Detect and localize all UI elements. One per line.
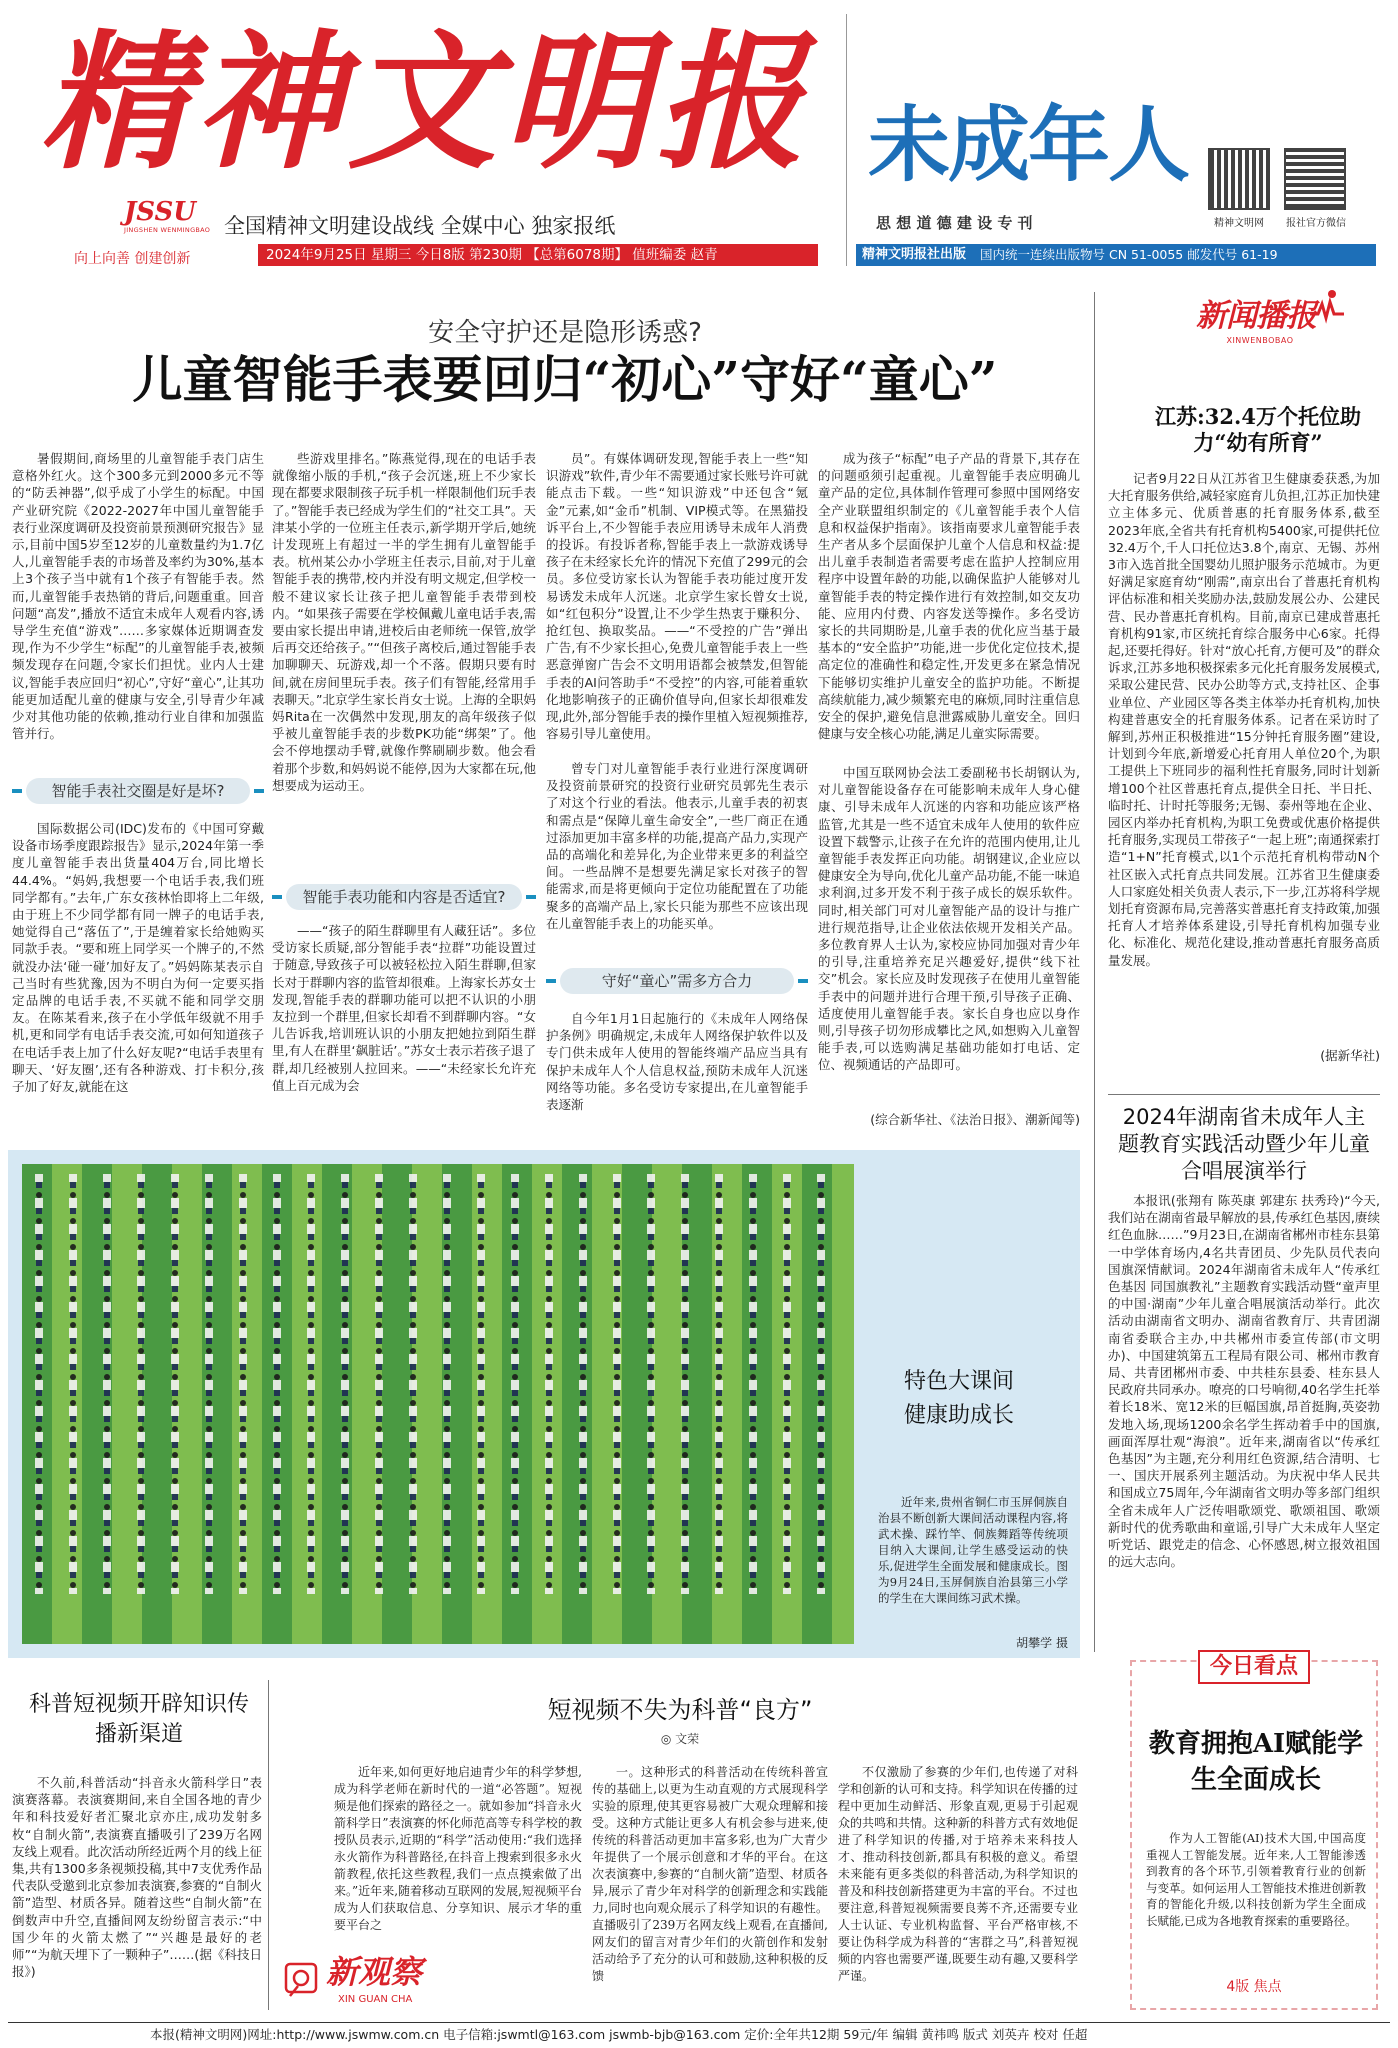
photo-caption-title-2: 健康助成长 — [904, 1403, 1015, 1428]
footer: 本报(精神文明网)网址:http://www.jswmw.com.cn 电子信箱:jswmtl@163.com jswmb-bjb@163.com 定价:全年共12期 59元/年 编辑 黄祎鸣 版式 刘英卉 校对 任超 — [150, 2027, 1088, 2042]
lead-kicker: 安全守护还是隐形诱惑? — [428, 318, 702, 348]
lead-col-2a: 些游戏里排名。”陈燕觉得,现在的电话手表就像缩小版的手机,“孩子会沉迷,班上不少家长现在都要求限制孩子玩手机一样限制他们玩手表了。”智能手表已经成为学生们的“社交工具”。天津某小学的一位班主任表示,新学期开学后,她统计发现班上有超过一半的学生拥有儿童智能手表。杭州某公办小学班主任表示,目前,对于儿童智能手表的携带,校内并没有明文规定,但学校一般不建议家长让孩子把儿童智能手表带到校内。“如果孩子需要在学校佩戴儿童电话手表,需要由家长提出申请,进校后由老师统一保管,放学后再交还给孩子。”“但孩子离校后,通过智能手表加聊聊天、玩游戏,却一个不落。假期只要有时间,就在房间里玩手表。孩子们有智能,经常用手表聊天。”北京学生家长肖女士说。上海的全职妈妈Rita在一次偶然中发现,朋友的高年级孩子似乎被儿童智能手表的步数PK功能“绑架”了。他会不停地摆动手臂,就像作弊刷刷步数。他会看着那个步数,和妈妈说不能停,因为大家都在玩,他想要成为运动王。 — [272, 451, 536, 793]
qr-code-wechat[interactable] — [1284, 148, 1346, 210]
issn: 国内统一连续出版物号 CN 51-0055 邮发代号 61-19 — [980, 247, 1278, 262]
section-subtitle: 思 想 道 德 建 设 专 刊 — [876, 214, 1033, 232]
bottom-col-1: 近年来,如何更好地启迪青少年的科学梦想,成为科学老师在新时代的一道“必答题”。短视频是他们探索的路径之一。就如参加“抖音永火箭科学日”表演赛的怀化师范高等专科学校的教授队员表示,近期的“科学”活动使用:“我们选择永火箭作为科普路径,在抖音上搜索到很多永火箭教程,依托这些教程,我们一点点摸索做了出来。”近年来,随着移动互联网的发展,短视频平台成为人们获取信息、分享知识、展示才华的重要平台之 — [334, 1765, 582, 1932]
today-body: 作为人工智能(AI)技术大国,中国高度重视人工智能发展。近年来,人工智能渗透到教育的各个环节,引领着教育行业的创新与变革。如何运用人工智能技术推进创新教育的智能化升级,以科技创新为学生全面成长赋能,已成为各地教育探索的重要路径。 — [1146, 1831, 1366, 1928]
sidebar-story-2-title: 2024年湖南省未成年人主题教育实践活动暨少年儿童合唱展演举行 — [1118, 1105, 1370, 1183]
lead-credit: (综合新华社、《法治日报》、潮新闻等) — [870, 1112, 1080, 1127]
photo-credit: 胡攀学 摄 — [1016, 1636, 1068, 1650]
lead-col-4b: 中国互联网协会法工委副秘书长胡钢认为,对儿童智能设备存在可能影响未成年人身心健康、引导未成年人沉迷的内容和功能应该严格监管,尤其是一些不适宜未成年人使用的软件应设置下载警示,让孩子在允许的范围内使用,让儿童智能手表发挥正向功能。胡钢建议,企业应以健康安全为导向,优化儿童产品功能,不能一味追求利润,过多开发不利于孩子成长的娱乐软件。同时,相关部门可对儿童智能产品的设计与推广进行规范指导,让企业依法依规开发相关产品。多位教育界人士认为,家校应协同加强对青少年的引导,注重培养充足兴趣爱好,提供“线下社交”机会。家长应及时发现孩子在使用儿童智能手表中的问题并进行合理干预,引导孩子正确、适度使用儿童智能手表。家长自身也应以身作则,引导孩子切勿形成攀比之风,如想购入儿童智能手表,可以选购满足基础功能如打电话、定位、视频通话的产品即可。 — [818, 765, 1080, 1073]
qr-label-2: 报社官方微信 — [1286, 218, 1346, 229]
bottom-center-title: 短视频不失为科普“良方” — [547, 1696, 813, 1724]
bottom-center-byline: ◎ 文荣 — [660, 1732, 700, 1746]
logo-subtext: JINGSHEN WENMINGBAO — [124, 226, 211, 234]
sidebar-story-1-body: 记者9月22日从江苏省卫生健康委获悉,为加大托育服务供给,减轻家庭育儿负担,江苏正加快建立主体多元、优质普惠的托育服务体系,截至2023年底,全省共有托育机构5400家,可提供托位32.4万个,千人口托位达3.8个,南京、无锡、苏州3市入选首批全国婴幼儿照护服务示范城市。为更好满足家庭育幼“刚需”,南京出台了普惠托育机构评估标准和相关奖励办法,鼓励发展公办、公建民营、民办普惠托育机构。目前,南京已建成普惠托育机构91家,市区统托育综合服务中心6家。托得起,还要托得好。针对“放心托育,方便可及”的群众诉求,江苏多地积极探索多元化托育服务发展模式,采取公建民营、民办公助等方式,支持社区、企事业单位、产业园区等各类主体举办托育机构,加快构建普惠安全的托育服务体系。记者在采访时了解到,苏州正积极推进“15分钟托育服务圈”建设,计划到今年底,新增爱心托育用人单位20个,为职工提供上下班同步的福利性托育服务,同时计划新增100个社区普惠托育点,提供全日托、半日托、临时托、计时托等服务;无锡、泰州等地在企业、园区内举办托育机构,为职工免费或优惠价格提供托育服务,实现员工带孩子“一起上班”;南通探索打造“1+N”托育模式,以1个示范托育机构带动N个社区嵌入式托育点共同发展。江苏省卫生健康委人口家庭处相关负责人表示,下一步,江苏将科学规划托育资源布局,完善落实普惠托育支持政策,加强托育人才培养体系建设,引导托育机构加强专业化、标准化、规范化建设,推动普惠托育服务高质量发展。 — [1108, 471, 1380, 968]
publisher: 精神文明报社出版 — [862, 247, 967, 262]
runner-icon — [1306, 288, 1346, 328]
xinguancha-text: 新观察 — [326, 1953, 423, 1991]
qr-label-1: 精神文明网 — [1214, 218, 1264, 229]
logo — [124, 198, 214, 246]
date-line: 2024年9月25日 星期三 今日8版 第230期 【总第6078期】 值班编委 赵青 — [266, 247, 718, 263]
subheading-2: 智能手表功能和内容是否适宜? — [286, 884, 522, 910]
bottom-col-2: 一。这种形式的科普活动在传统科普宣传的基础上,以更为生动直观的方式展现科学实验的原理,使其更容易被广大观众理解和接受。这种方式能让更多人有机会参与进来,使传统的科普活动更加丰富多彩,也为广大青少年提供了一个展示创意和才华的平台。在这次表演赛中,参赛的“自制火箭”造型、材质各异,展示了青少年对科学的创新理念和实践能力,同时也向观众展示了科学知识的有趣性。直播吸引了239万名网友线上观看,在直播间,网友们的留言对青少年们的火箭创作和发射活动给予了充分的认可和鼓励,这种积极的反馈 — [592, 1765, 828, 1983]
masthead — [0, 0, 1398, 272]
newspaper-title: 精神文明报 — [40, 15, 810, 189]
sidebar-story-1-title: 江苏:32.4万个托位助力“幼有所育” — [1155, 404, 1361, 455]
lead-col-3b: 曾专门对儿童智能手表行业进行深度调研及投资前景研究的投资行业研究员郭先生表示了对这个行业的看法。他表示,儿童手表的初衷和需点是“保障儿童生命安全”,一些厂商正在通过添加更加丰富多样的功能,提高产品力,实现产品的高端化和差异化,为企业带来更多的利益空间。一些品牌不是想要先满足家长对孩子的智能需求,而是将更倾向于定位功能配置在了功能聚多的高端产品上,家长只能为那些不应该出现在儿童智能手表上的功能买单。 — [546, 761, 808, 931]
news-bulletin-logo — [1196, 296, 1356, 368]
sidebar-story-2-body: 本报讯(张翔有 陈英康 郭建东 扶秀玲)“今天,我们站在湖南省最早解放的县,传承红色基因,赓续红色血脉……”9月23日,在湖南省郴州市桂东县第一中学体育场内,4名共青团员、少先队员代表向国旗深情献词。2024年湖南省未成年人“传承红色基因 同国旗教礼”主题教育实践活动暨“童声里的中国·湖南”少年儿童合唱展演活动举行。此次活动由湖南省文明办、湖南省教育厅、共青团湖南省委联合主办,中共郴州市委宣传部(市文明办)、中国建筑第五工程局有限公司、郴州市教育局、共青团郴州市委、中共桂东县委、桂东县人民政府共同承办。嘹亮的口号响彻,40名学生托举着长18米、宽12米的巨幅国旗,昂首挺胸,英姿勃发地入场,现场1200余名学生挥动着手中的国旗,画面浑厚壮观“海浪”。近年来,湖南省以“传承红色基因”为主题,充分利用红色资源,结合清明、七一、国庆开展系列主题活动。为庆祝中华人民共和国成立75周年,今年湖南省文明办等多部门组织全省未成年人广泛传唱歌颂党、歌颂祖国、歌颂新时代的优秀歌曲和童谣,引导广大未成年人坚定听党话、跟党走的信念、心怀感恩,树立报效祖国的远大志向。 — [1108, 1193, 1380, 1570]
bottom-left-title: 科普短视频开辟知识传播新渠道 — [28, 1692, 249, 1747]
lead-col-1b: 国际数据公司(IDC)发布的《中国可穿戴设备市场季度跟踪报告》显示,2024年第一季度儿童智能手表出货量404万台,同比增长44.4%。“妈妈,我想要一个电话手表,我们班同学都有。”去年,广东女孩林怡即将上二年级,由于班上不少同学都有同一牌子的电话手表,她觉得自己“落伍了”,于是缠着家长给她购买同款手表。“要和班上同学买一个牌子的,不然就没办法‘碰一碰’加好友了。”妈妈陈某表示自己当时有些犹豫,因为不明白为何一定要买指定品牌的电话手表,不买就不能和同学交朋友。在陈某看来,孩子在小学低年级就不用手机,更和同学有电话手表交流,可如何知道孩子在电话手表上加了什么好友呢?“电话手表里有聊天、‘好友圈’,还有各种游戏、打卡积分,孩子加了好友,就能在这 — [12, 821, 264, 1095]
slogan: 向上向善 创建创新 — [74, 251, 191, 267]
lead-col-2b: ——“孩子的陌生群聊里有人藏狂话”。多位受访家长质疑,部分智能手表“拉群”功能设置过于随意,导致孩子可以被轻松拉入陌生群聊,但家长对于群聊内容的监管却很难。上海家长苏女士发现,智能手表的群聊功能可以把不认识的小朋友拉到一个群里,但家长却看不到群聊内容。“女儿告诉我,培训班认识的小朋友把她拉到陌生群里,有人在群里‘飙脏话’。”苏女士表示若孩子退了群,却几经被别人拉回来。——“未经家长允许充值上百元成为会 — [272, 923, 536, 1093]
news-logo-text: 新闻播报 — [1196, 298, 1316, 334]
xinguancha-logo — [280, 1952, 436, 2014]
photo-frame — [8, 1150, 1080, 1658]
tagline: 全国精神文明建设战线 全媒中心 独家报纸 — [224, 214, 616, 238]
bottom-left-body: 不久前,科普活动“抖音永火箭科学日”表演赛落幕。表演赛期间,来自全国各地的青少年和科技爱好者汇聚北京亦庄,成功发射多枚“自制火箭”,表演赛直播吸引了239万名网友线上观看。此次活动所经近两个月的线上征集,共有1300多条视频投稿,其中7支优秀作品代表队受邀到北京参加表演赛,参赛的“自制火箭”造型、材质各异。随着这些“自制火箭”在倒数声中升空,直播间网友纷纷留言表示:“中国少年的火箭太燃了”“兴趣是最好的老师”“为航天埋下了一颗种子”……(据《科技日报》) — [12, 1775, 262, 1980]
lead-col-3a: 员”。有媒体调研发现,智能手表上一些“知识游戏”软件,青少年不需要通过家长账号许可就能点击下载。一些“知识游戏”中还包含“氪金”元素,如“金币”机制、VIP模式等。在黑猫投诉平台上,不少智能手表应用诱导未成年人消费的投诉。有投诉者称,智能手表上一款游戏诱导孩子在未经家长允许的情况下充值了299元的会员。多位受访家长认为智能手表功能过度开发易诱发未成年人沉迷。北京学生家长曾女士说,如“红包积分”设置,让不少学生热衷于赚积分、抢红包、换取奖品。——“不受控的广告”弹出广告,有不少家长担心,免费儿童智能手表上一些恶意弹窗广告会不文明用语都会被禁发,但智能手表的AI问答助手“不受控”的内容,可能着重软化地影响孩子的正确价值导向,但家长却很难发现,此外,部分智能手表的操作里植入短视频推荐,容易引导儿童使用。 — [546, 451, 808, 742]
lead-headline: 儿童智能手表要回归“初心”守好“童心” — [132, 350, 998, 409]
section-title: 未成年人 — [868, 98, 1189, 193]
today-highlight-box[interactable] — [1130, 1654, 1378, 2010]
logo-mark: JSSU — [124, 197, 196, 227]
today-label: 今日看点 — [1198, 1650, 1310, 1684]
photo-field — [22, 1164, 854, 1644]
lead-col-1a: 暑假期间,商场里的儿童智能手表门店生意格外红火。这个300多元到2000多元不等的“防丢神器”,似乎成了小学生的标配。中国产业研究院《2022-2027年中国儿童智能手表行业深度调研及投资前景预测研究报告》显示,目前中国5岁至12岁的儿童数量约为1.7亿人,儿童智能手表的市场普及率约为30%,基本上3个孩子当中就有1个孩子有智能手表。然而,儿童智能手表热销的背后,问题重重。回音问题“高发”,播放不适宜未成年人观看内容,诱导学生充值“游戏”……多家媒体近期调查发现,作为不少学生“标配”的儿童智能手表,被频频发现存在问题,令家长们担忧。业内人士建议,智能手表应回归“初心”,守好“童心”,让其功能更加适配儿童的健康与安全,引导青少年减少对其他功能的依赖,推动行业自律和加强监管并行。 — [12, 451, 264, 742]
subheading-1: 智能手表社交圈是好是坏? — [26, 778, 250, 804]
lead-col-4a: 成为孩子“标配”电子产品的背景下,其存在的问题亟须引起重视。儿童智能手表应明确儿童产品的定位,具体制作管理可参照中国网络安全产业联盟组织制定的《儿童智能手表个人信息和权益保护指南》。该指南要求儿童智能手表生产者从多个层面保护儿童个人信息和权益:提出儿童手表制造者需要考虑在监护人控制应用程序中设置年龄的功能,以确保监护人能够对儿童智能手表的特定操作进行有效控制,如交友功能、应用内付费、内容发送等操作。多名受访家长的共同期盼是,儿童手表的优化应当基于最基本的“安全监护”功能,进一步优化定位技术,提高定位的准确性和稳定性,开发更多在紧急情况下能够切实维护儿童安全的监护功能。不断提高续航能力,减少频繁充电的麻烦,同时注重信息安全的保护,避免信息泄露威胁儿童安全。回归健康与安全核心功能,满足儿童实际需要。 — [818, 451, 1080, 742]
telescope-icon — [280, 1956, 324, 2000]
bottom-col-3: 不仅激励了参赛的少年们,也传递了对科学和创新的认可和支持。科学知识在传播的过程中更加生动鲜活、形象直观,更易于引起观众的共鸣和共情。这种新的科普方式有效地促进了科学知识的传播,对于培养未来科技人才、推动科技创新,都具有积极的意义。希望未来能有更多类似的科普活动,为科学知识的普及和科技创新搭建更为丰富的平台。不过也要注意,科普短视频需要良莠不齐,还需要专业人士认证、专业机构监督、平台严格审核,不要让伪科学成为科普的“害群之马”,科普短视频的内容也需要严谨,既要生动有趣,又要科学严谨。 — [838, 1765, 1078, 1983]
photo-caption-title-1: 特色大课间 — [904, 1369, 1015, 1394]
qr-code-jswmw[interactable] — [1208, 148, 1270, 210]
date-bar — [258, 244, 818, 266]
photo-caption-text: 近年来,贵州省铜仁市玉屏侗族自治县不断创新大课间活动课程内容,将武术操、踩竹竿、侗族舞蹈等传统项目纳入大课间,让学生感受运动的快乐,促进学生全面发展和健康成长。图为9月24日,玉屏侗族自治县第三小学的学生在大课间练习武术操。 — [878, 1495, 1068, 1605]
news-logo-subtext: XINWENBOBAO — [1226, 336, 1294, 345]
sidebar-story-1-credit: (据新华社) — [1320, 1048, 1380, 1063]
today-title: 教育拥抱AI赋能学生全面成长 — [1148, 1729, 1364, 1795]
publisher-bar — [856, 244, 1376, 266]
lead-col-3c: 自今年1月1日起施行的《未成年人网络保护条例》明确规定,未成年人网络保护软件以及专门供未成年人使用的智能终端产品应当具有保护未成年人个人信息权益,预防未成年人沉迷网络等功能。多名受访专家提出,在儿童智能手表逐渐 — [546, 1011, 808, 1113]
today-more-link[interactable]: 4版 焦点 — [1226, 1979, 1282, 1995]
xinguancha-subtext: XIN GUAN CHA — [338, 1994, 413, 2005]
subheading-3: 守好“童心”需多方合力 — [560, 968, 794, 994]
